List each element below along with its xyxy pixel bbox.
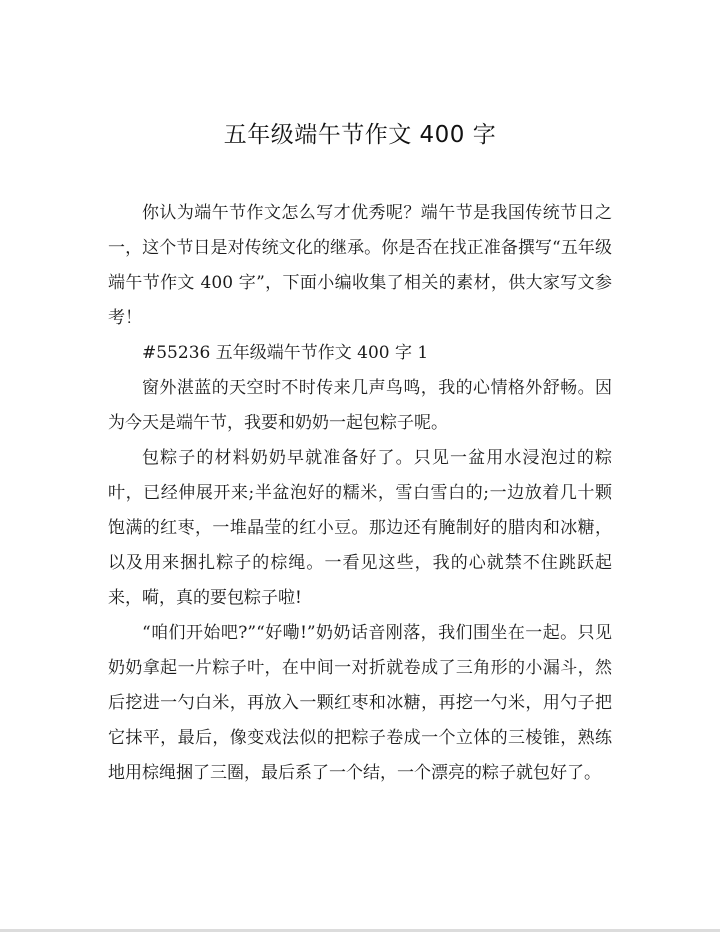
- document-title: 五年级端午节作文 400 字: [223, 122, 497, 148]
- document-body: [108, 196, 612, 791]
- essay-heading: #55236 五年级端午节作文 400 字 1: [142, 343, 429, 363]
- essay-paragraph: “咱们开始吧?”“好嘞!”奶奶话音刚落，我们围坐在一起。只见奶奶拿起一片粽子叶，在中间一对折就卷成了三角形的小漏斗，然后挖进一勺白米，再放入一颗红枣和冰糖，再挖一勺米，用勺子把它抹平，最后，像变戏法似的把粽子卷成一个立体的三棱锥，熟练地用棕绳捆了三圈，最后系了一个结，一个漂亮的粽子就包好了。: [108, 623, 612, 783]
- intro-paragraph: 你认为端午节作文怎么写才优秀呢？端午节是我国传统节日之一，这个节日是对传统文化的继承。你是否在找正准备撰写“五年级端午节作文 400 字”，下面小编收集了相关的素材，供大家写文参考！: [108, 203, 612, 328]
- essay-paragraph: 窗外湛蓝的天空时不时传来几声鸟鸣，我的心情格外舒畅。因为今天是端午节，我要和奶奶一起包粽子呢。: [108, 378, 612, 433]
- essay-paragraph: 包粽子的材料奶奶早就准备好了。只见一盆用水浸泡过的粽叶，已经伸展开来;半盆泡好的糯米，雪白雪白的;一边放着几十颗饱满的红枣，一堆晶莹的红小豆。那边还有腌制好的腊肉和冰糖，以及用来捆扎粽子的棕绳。一看见这些，我的心就禁不住跳跃起来，嗬，真的要包粽子啦!: [108, 448, 612, 608]
